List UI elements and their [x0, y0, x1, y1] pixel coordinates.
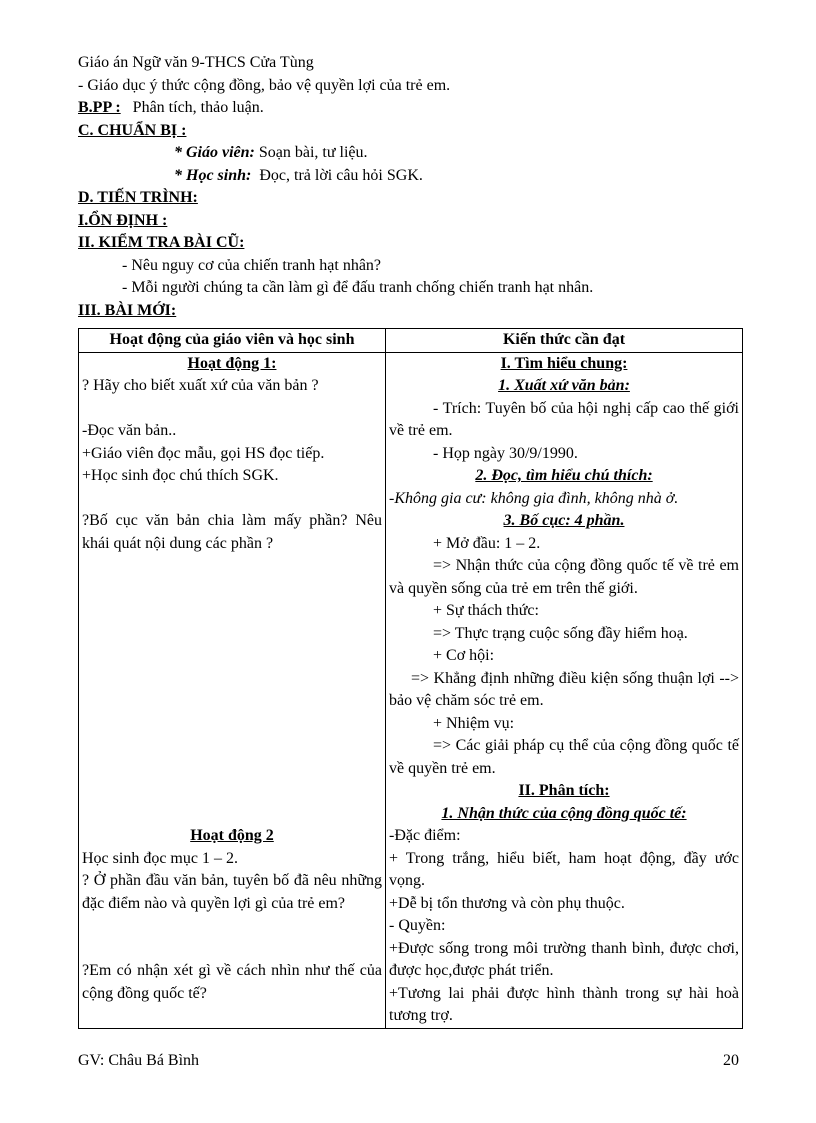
hs-line — [78, 165, 743, 188]
right-r11: => Các giải pháp cụ thể của cộng đồng quốc tế về quyền trẻ em. — [389, 737, 739, 777]
hs-label: * Học sinh: — [174, 166, 252, 184]
right-r6: + Sự thách thức: — [433, 602, 539, 619]
activity-1-heading: Hoạt động 1: — [187, 354, 277, 372]
right-r10: + Nhiệm vụ: — [433, 714, 515, 732]
footer-author: GV: Châu Bá Bình — [78, 1052, 200, 1069]
ondinh-heading: I.ỔN ĐỊNH : — [78, 211, 168, 229]
page-number: 20 — [723, 1052, 739, 1069]
right-r7: => Thực trạng cuộc sống đầy hiểm hoạ. — [433, 624, 688, 642]
right-r9: => Khẳng định những điều kiện sống thuận lợi --> bảo vệ chăm sóc trẻ em. — [389, 669, 739, 709]
section-1-heading: I. Tìm hiểu chung: — [500, 354, 628, 372]
left-l7: ?Em có nhận xét gì về cách nhìn như thế của cộng đồng quốc tế? — [82, 962, 382, 1002]
activity-column — [79, 352, 386, 1028]
right-r4: + Mở đầu: 1 – 2. — [433, 534, 541, 552]
gv-text: Soạn bài, tư liệu. — [258, 144, 368, 161]
section-1a-heading: 1. Xuất xứ văn bản: — [498, 377, 630, 394]
kiemtra-q1: - Nêu nguy cơ của chiến tranh hạt nhân? — [122, 256, 382, 274]
activity-2-heading: Hoạt động 2 — [190, 827, 274, 844]
right-r3: -Không gia cư: không gia đình, không nhà ở. — [389, 489, 679, 507]
knowledge-column — [386, 352, 743, 1028]
gv-line — [78, 142, 743, 165]
left-l5: Học sinh đọc mục 1 – 2. — [82, 849, 238, 867]
section-1b-heading: 2. Đọc, tìm hiểu chú thích: — [475, 467, 653, 484]
page-footer — [78, 1052, 743, 1070]
section-1c-heading: 3. Bố cục: 4 phần. — [503, 512, 625, 529]
baimoi-heading: III. BÀI MỚI: — [78, 301, 177, 319]
right-r12: -Đặc điểm: — [389, 827, 461, 844]
right-r8: + Cơ hội: — [433, 647, 495, 664]
left-l4: ?Bố cục văn bản chia làm mấy phần? Nêu khái quát nội dung các phần ? — [82, 512, 382, 552]
tientrinh-heading: D. TIẾN TRÌNH: — [78, 189, 198, 206]
right-r17: +Tương lai phải được hình thành trong sự hài hoà tương trợ. — [389, 984, 739, 1024]
lesson-table — [78, 328, 743, 1029]
section-2-heading: II. Phân tích: — [518, 782, 610, 799]
gv-label: * Giáo viên: — [174, 144, 255, 161]
hs-text: Đọc, trả lời câu hỏi SGK. — [259, 166, 423, 184]
table-header-activity: Hoạt động của giáo viên và học sinh — [79, 329, 386, 353]
intro-line: - Giáo dục ý thức cộng đồng, bảo vệ quyền lợi của trẻ em. — [78, 76, 451, 94]
doc-header: Giáo án Ngữ văn 9-THCS Cửa Tùng — [78, 54, 314, 71]
left-l6: ? Ở phần đầu văn bản, tuyên bố đã nêu những đặc điểm nào và quyền lợi gì của trẻ em? — [82, 872, 382, 912]
right-r5: => Nhận thức của cộng đồng quốc tế về trẻ em và quyền sống của trẻ em trên thế giới. — [389, 557, 739, 597]
pp-line — [78, 97, 743, 120]
table-header-knowledge: Kiến thức cần đạt — [386, 329, 743, 353]
left-q1: ? Hãy cho biết xuất xứ của văn bản ? — [82, 377, 319, 394]
right-r15: - Quyền: — [389, 917, 446, 934]
right-r16: +Được sống trong môi trường thanh bình, được chơi, được học,được phát triển. — [389, 939, 739, 979]
right-r13: + Trong trắng, hiểu biết, ham hoạt động, đầy ước vọng. — [389, 849, 739, 889]
document-page — [78, 52, 743, 1029]
right-r2: - Họp ngày 30/9/1990. — [433, 444, 578, 462]
section-2a-heading: 1. Nhận thức của cộng đồng quốc tế: — [441, 804, 687, 822]
left-l3: +Học sinh đọc chú thích SGK. — [82, 467, 279, 484]
right-r14: +Dễ bị tổn thương và còn phụ thuộc. — [389, 894, 625, 912]
chuanbi-heading: C. CHUẨN BỊ : — [78, 121, 187, 139]
right-r1: - Trích: Tuyên bố của hội nghị cấp cao thế giới về trẻ em. — [389, 399, 739, 439]
kiemtra-q2: - Mỗi người chúng ta cần làm gì để đấu tranh chống chiến tranh hạt nhân. — [122, 279, 594, 296]
left-l2: +Giáo viên đọc mẫu, gọi HS đọc tiếp. — [82, 444, 325, 462]
left-l1: -Đọc văn bản.. — [82, 422, 177, 439]
pp-heading: B.PP : — [78, 99, 121, 116]
kiemtra-heading: II. KIỂM TRA BÀI CŨ: — [78, 234, 245, 251]
pp-text: Phân tích, thảo luận. — [132, 99, 264, 116]
